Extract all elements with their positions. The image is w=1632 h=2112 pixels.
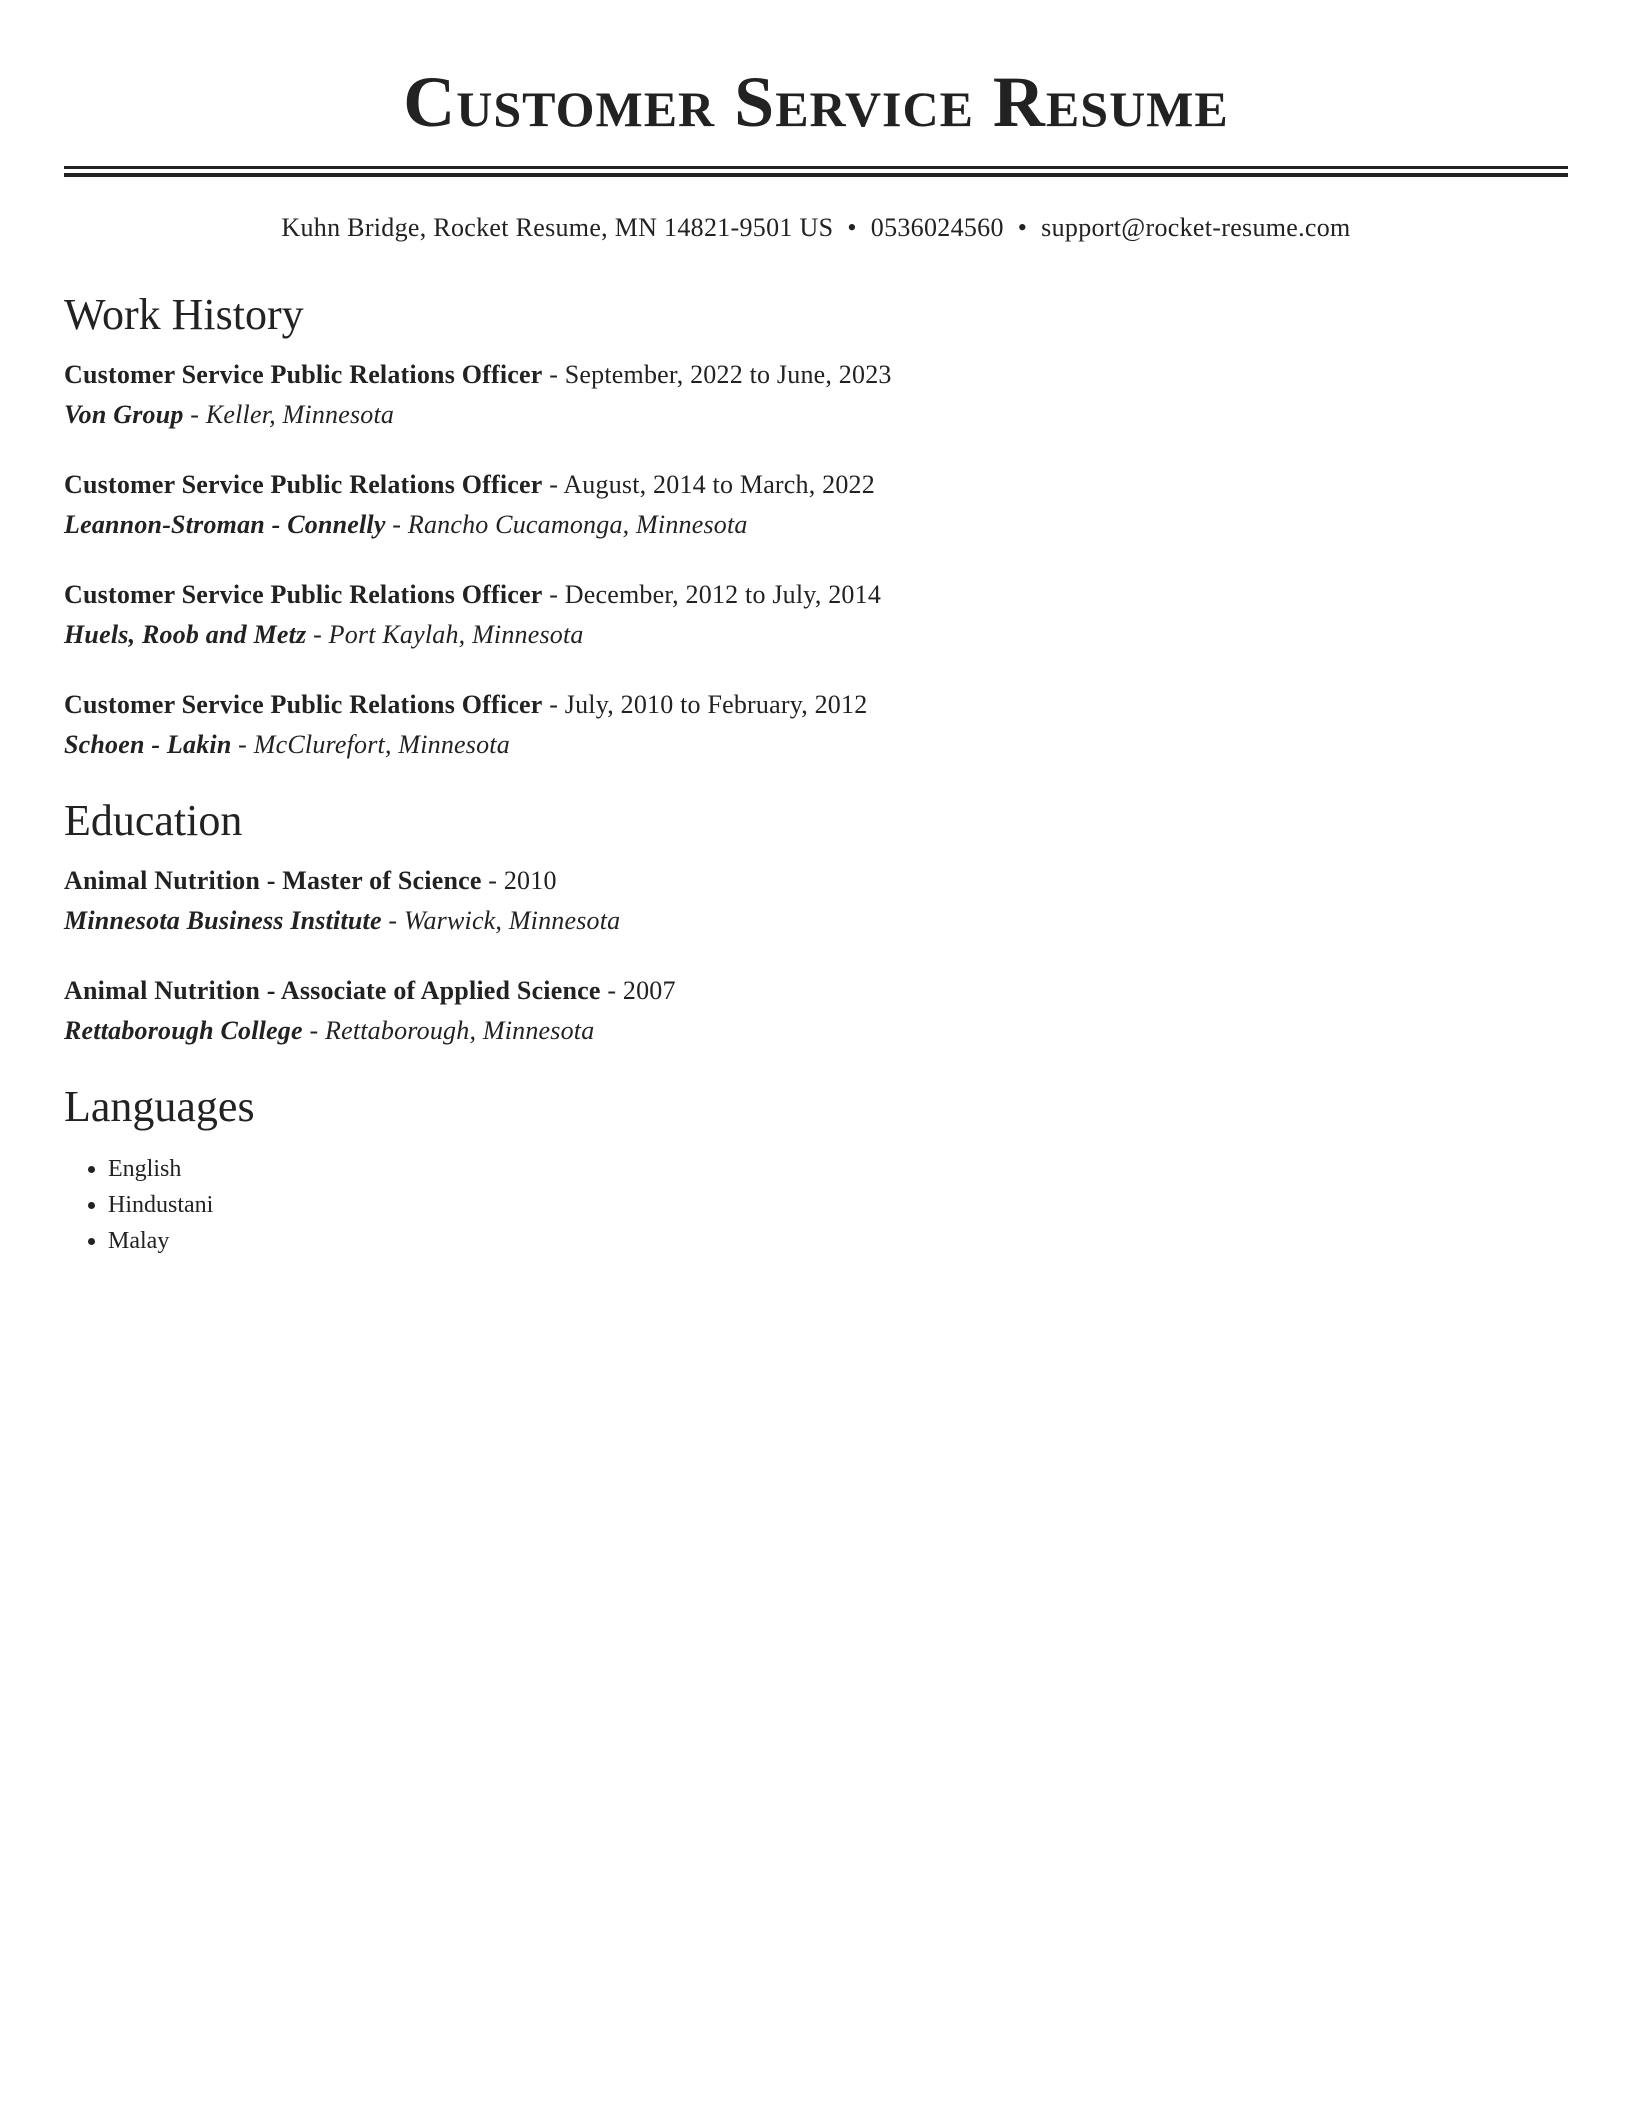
job-dates: September, 2022 to June, 2023	[564, 360, 892, 389]
resume-title: Customer Service Resume	[403, 62, 1229, 142]
work-entry: Customer Service Public Relations Officer - September, 2022 to June, 2023 Von Group - Keller, Minnesota	[64, 360, 892, 429]
degree-name: Animal Nutrition - Associate of Applied Science	[64, 976, 601, 1005]
school-name: Rettaborough College	[64, 1016, 303, 1045]
title-divider-top	[64, 166, 1568, 169]
degree-year: 2007	[622, 976, 676, 1005]
languages-heading: Languages	[64, 1082, 255, 1131]
school-name: Minnesota Business Institute	[64, 906, 382, 935]
work-entry: Customer Service Public Relations Officer - December, 2012 to July, 2014 Huels, Roob and Metz - Port Kaylah, Minnesota	[64, 580, 882, 649]
school-location: Warwick, Minnesota	[403, 906, 621, 935]
job-dates: July, 2010 to February, 2012	[564, 690, 868, 719]
contact-separator: •	[1017, 213, 1028, 242]
work-history-heading: Work History	[64, 290, 304, 339]
contact-line	[64, 211, 1568, 245]
job-location: Keller, Minnesota	[205, 400, 395, 429]
job-role: Customer Service Public Relations Officer	[64, 580, 543, 609]
job-role: Customer Service Public Relations Officer	[64, 360, 543, 389]
title-divider-bottom	[64, 173, 1568, 177]
job-employer: Leannon-Stroman - Connelly	[64, 510, 386, 539]
school-location: Rettaborough, Minnesota	[325, 1016, 595, 1045]
job-employer: Schoen - Lakin	[64, 730, 232, 759]
job-location: Rancho Cucamonga, Minnesota	[407, 510, 748, 539]
work-entry: Customer Service Public Relations Officer - July, 2010 to February, 2012 Schoen - Lakin - McClurefort, Minnesota	[64, 690, 868, 759]
job-employer: Huels, Roob and Metz	[64, 620, 307, 649]
contact-separator: •	[847, 213, 857, 242]
job-dates: December, 2012 to July, 2014	[564, 580, 882, 609]
contact-phone: 0536024560	[870, 213, 1004, 242]
education-list	[64, 861, 1568, 1051]
job-location: Port Kaylah, Minnesota	[328, 620, 584, 649]
job-employer: Von Group	[64, 400, 184, 429]
language-item: • Hindustani	[108, 1187, 1568, 1223]
job-role: Customer Service Public Relations Officer	[64, 690, 543, 719]
job-location: McClurefort, Minnesota	[253, 730, 510, 759]
job-role: Customer Service Public Relations Officer	[64, 470, 543, 499]
education-entry: Animal Nutrition - Master of Science - 2010 Minnesota Business Institute - Warwick, Minnesota	[64, 866, 621, 935]
degree-name: Animal Nutrition - Master of Science	[64, 866, 482, 895]
contact-email: support@rocket-resume.com	[1041, 213, 1351, 242]
work-entry: Customer Service Public Relations Officer - August, 2014 to March, 2022 Leannon-Stroman - Connelly - Rancho Cucamonga, Minnesota	[64, 470, 875, 539]
contact-address: Kuhn Bridge, Rocket Resume, MN 14821-9501 US	[281, 213, 834, 242]
job-dates: August, 2014 to March, 2022	[563, 470, 875, 499]
education-heading: Education	[64, 796, 243, 845]
education-entry: Animal Nutrition - Associate of Applied Science - 2007 Rettaborough College - Rettaborough, Minnesota	[64, 976, 676, 1045]
work-history-list	[64, 355, 1568, 765]
degree-year: 2010	[503, 866, 557, 895]
languages-list	[64, 1151, 1568, 1259]
language-item: • English	[108, 1151, 1568, 1187]
language-item: • Malay	[108, 1223, 1568, 1259]
